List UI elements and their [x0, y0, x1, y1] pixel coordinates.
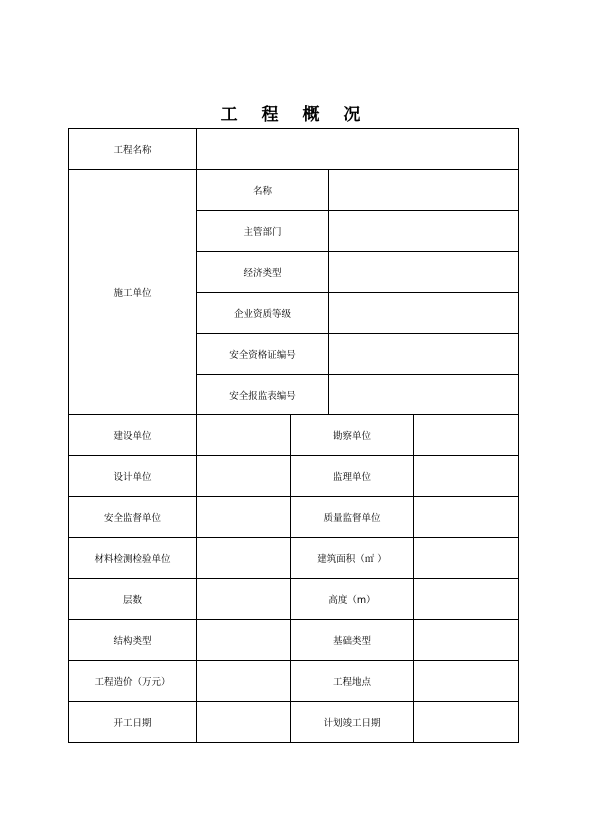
qualification-label: 企业资质等级: [233, 309, 291, 320]
pair-left-label: 工程造价（万元）: [94, 677, 171, 688]
project-name-value[interactable]: [197, 129, 518, 169]
pair-right-value[interactable]: [414, 620, 518, 660]
pair-left-value[interactable]: [197, 538, 290, 578]
pair-right-value[interactable]: [414, 579, 518, 619]
safety-certificate-value[interactable]: [329, 334, 518, 374]
pair-left-label: 开工日期: [113, 718, 152, 729]
economic-type-value[interactable]: [329, 252, 518, 292]
safety-certificate-label: 安全资格证编号: [229, 350, 296, 361]
table-border-right: [518, 128, 519, 743]
pair-left-value[interactable]: [197, 620, 290, 660]
pair-left-value[interactable]: [197, 415, 290, 455]
pair-right-label: 高度（m）: [328, 595, 376, 606]
pair-right-label: 基础类型: [332, 636, 371, 647]
pair-right-label: 计划竣工日期: [323, 718, 381, 729]
pair-right-value[interactable]: [414, 415, 518, 455]
pair-left-label: 设计单位: [113, 472, 152, 483]
construction-unit-name-label: 名称: [252, 186, 272, 197]
pair-left-label: 安全监督单位: [103, 513, 161, 524]
construction-unit-name-value[interactable]: [329, 170, 518, 210]
pair-left-label: 层数: [122, 595, 142, 606]
pair-right-value[interactable]: [414, 497, 518, 537]
department-value[interactable]: [329, 211, 518, 251]
pair-right-label: 建筑面积（㎡ ）: [317, 554, 387, 565]
pair-left-value[interactable]: [197, 579, 290, 619]
safety-report-label: 安全报监表编号: [229, 390, 296, 402]
pair-right-value[interactable]: [414, 702, 518, 742]
pair-left-label: 材料检测检验单位: [94, 554, 171, 565]
pair-left-value[interactable]: [197, 456, 290, 496]
construction-unit-label: 施工单位: [113, 288, 152, 299]
page-title: 工 程 概 况: [220, 105, 370, 125]
pair-left-value[interactable]: [197, 497, 290, 537]
pair-left-value[interactable]: [197, 661, 290, 701]
table-border-bottom: [68, 742, 519, 743]
pair-right-value[interactable]: [414, 456, 518, 496]
pair-right-label: 监理单位: [332, 472, 371, 483]
safety-report-value[interactable]: [329, 375, 518, 414]
pair-right-label: 勘察单位: [332, 431, 371, 442]
pair-left-label: 结构类型: [113, 636, 152, 647]
qualification-value[interactable]: [329, 293, 518, 333]
pair-right-label: 质量监督单位: [323, 513, 381, 524]
pair-right-label: 工程地点: [332, 677, 371, 688]
pair-right-value[interactable]: [414, 538, 518, 578]
pair-right-value[interactable]: [414, 661, 518, 701]
department-label: 主管部门: [243, 227, 282, 238]
pair-left-value[interactable]: [197, 702, 290, 742]
economic-type-label: 经济类型: [243, 268, 282, 279]
project-name-label: 工程名称: [113, 145, 152, 156]
pair-left-label: 建设单位: [113, 431, 152, 442]
